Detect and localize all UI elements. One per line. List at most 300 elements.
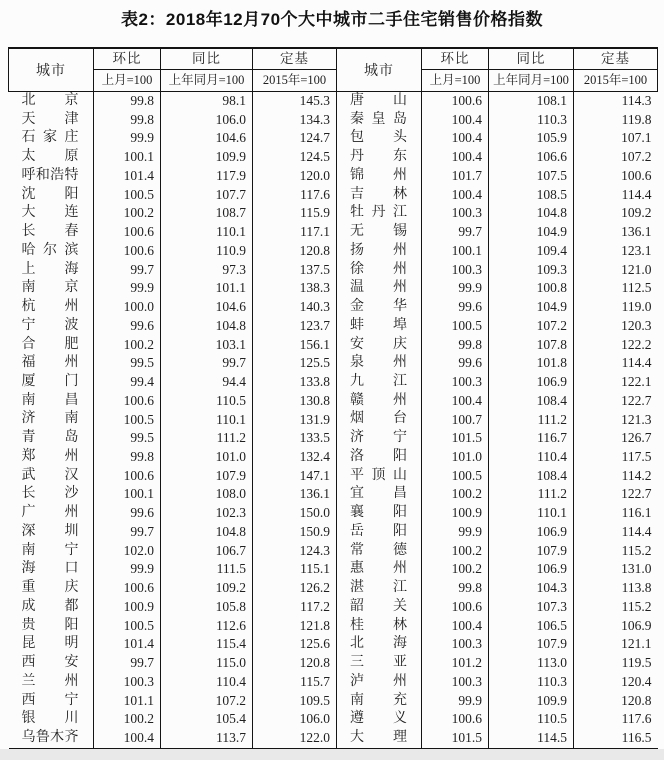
right-yoy-header: 同比 bbox=[489, 48, 574, 70]
right-fixed-base-header: 2015年=100 bbox=[574, 70, 658, 92]
right-fixed-base-index-cell: 122.1 bbox=[621, 374, 652, 390]
table-row bbox=[9, 729, 658, 749]
right-yoy-index-cell: 110.5 bbox=[489, 710, 574, 729]
right-yoy-index-cell: 110.3 bbox=[489, 673, 574, 692]
right-mom-index-cell: 100.4 bbox=[422, 617, 489, 636]
city-name: 韶 关 bbox=[350, 598, 407, 614]
left-yoy-index-cell: 107.9 bbox=[161, 467, 253, 486]
left-city-cell bbox=[9, 467, 94, 486]
table-row bbox=[9, 204, 658, 223]
city-name: 桂 林 bbox=[350, 617, 407, 633]
right-yoy-index-cell: 106.9 bbox=[489, 373, 574, 392]
left-fixed-base-index-cell: 130.8 bbox=[253, 392, 337, 411]
left-fixed-base-header: 2015年=100 bbox=[253, 70, 337, 92]
left-yoy-index-cell: 104.8 bbox=[161, 523, 253, 542]
right-mom-index-cell: 100.4 bbox=[422, 186, 489, 205]
left-city-cell bbox=[9, 354, 94, 373]
right-yoy-index-cell: 110.1 bbox=[489, 504, 574, 523]
city-name: 济 南 bbox=[21, 411, 79, 427]
left-yoy-index-cell: 110.1 bbox=[161, 223, 253, 242]
left-fixed-base-index-cell: 117.6 bbox=[253, 186, 337, 205]
city-name: 厦 门 bbox=[21, 374, 79, 390]
left-mom-index-cell: 100.6 bbox=[94, 392, 161, 411]
right-yoy-index-cell: 104.8 bbox=[489, 204, 574, 223]
right-yoy-index-cell: 110.4 bbox=[489, 448, 574, 467]
city-name: 北 海 bbox=[350, 636, 407, 652]
right-yoy-index-cell: 104.3 bbox=[489, 579, 574, 598]
table-row bbox=[9, 523, 658, 542]
right-yoy-index-cell: 106.5 bbox=[489, 617, 574, 636]
table-row bbox=[9, 392, 658, 411]
table-row bbox=[9, 336, 658, 355]
right-city-cell bbox=[337, 729, 422, 749]
right-yoy-index-cell: 106.9 bbox=[489, 560, 574, 579]
city-name: 南 昌 bbox=[21, 392, 79, 408]
left-yoy-index-cell: 110.4 bbox=[161, 673, 253, 692]
right-fixed-base-index-cell: 120.4 bbox=[621, 673, 652, 689]
right-mom-index-cell: 100.2 bbox=[422, 560, 489, 579]
city-name: 湛 江 bbox=[350, 580, 407, 596]
left-yoy-index-cell: 99.7 bbox=[161, 354, 253, 373]
left-city-cell bbox=[9, 429, 94, 448]
right-yoy-index-cell: 109.3 bbox=[489, 261, 574, 280]
right-fixed-base-index-cell: 116.5 bbox=[621, 729, 652, 745]
left-city-cell bbox=[9, 617, 94, 636]
left-city-cell bbox=[9, 279, 94, 298]
city-name: 徐 州 bbox=[350, 261, 407, 277]
city-name: 北 京 bbox=[21, 93, 79, 108]
city-name: 青 岛 bbox=[21, 430, 79, 446]
left-fixed-base-index-cell: 150.9 bbox=[253, 523, 337, 542]
left-yoy-index-cell: 112.6 bbox=[161, 617, 253, 636]
right-mom-index-cell: 101.5 bbox=[422, 729, 489, 749]
left-mom-index-cell: 100.0 bbox=[94, 298, 161, 317]
left-fixed-base-index-cell: 120.8 bbox=[253, 242, 337, 261]
left-mom-header: 环比 bbox=[94, 48, 161, 70]
right-city-cell bbox=[337, 279, 422, 298]
city-name: 贵 阳 bbox=[21, 617, 79, 633]
left-yoy-base-header: 上年同月=100 bbox=[161, 70, 253, 92]
left-city-cell bbox=[9, 129, 94, 148]
left-fixed-base-index-cell: 147.1 bbox=[253, 467, 337, 486]
right-mom-index-cell: 100.9 bbox=[422, 504, 489, 523]
right-city-cell bbox=[337, 223, 422, 242]
city-name: 福 州 bbox=[21, 355, 79, 371]
left-fixed-base-index-cell: 115.7 bbox=[253, 673, 337, 692]
left-city-cell bbox=[9, 598, 94, 617]
left-fixed-base-index-cell: 136.1 bbox=[253, 485, 337, 504]
left-yoy-index-cell: 103.1 bbox=[161, 336, 253, 355]
city-name: 常 德 bbox=[350, 542, 407, 558]
left-fixed-base-index-cell: 106.0 bbox=[253, 710, 337, 729]
left-fixed-base-index-cell: 115.9 bbox=[253, 204, 337, 223]
left-mom-index-cell: 100.4 bbox=[94, 729, 161, 749]
left-city-cell bbox=[9, 336, 94, 355]
right-city-cell bbox=[337, 317, 422, 336]
left-city-cell bbox=[9, 317, 94, 336]
right-mom-index-cell: 100.3 bbox=[422, 204, 489, 223]
right-mom-base-header: 上月=100 bbox=[422, 70, 489, 92]
right-yoy-index-cell: 107.9 bbox=[489, 542, 574, 561]
table-row bbox=[9, 579, 658, 598]
left-city-cell bbox=[9, 298, 94, 317]
right-yoy-index-cell: 107.8 bbox=[489, 336, 574, 355]
city-name: 太 原 bbox=[21, 149, 79, 165]
left-fixed-base-index-cell: 132.4 bbox=[253, 448, 337, 467]
city-name: 银 川 bbox=[21, 711, 79, 727]
right-yoy-index-cell: 110.3 bbox=[489, 111, 574, 130]
right-mom-index-cell: 100.6 bbox=[422, 598, 489, 617]
left-mom-index-cell: 100.5 bbox=[94, 186, 161, 205]
left-fixed-base-index-cell: 120.8 bbox=[253, 654, 337, 673]
right-fixed-header: 定基 bbox=[574, 48, 658, 70]
left-mom-index-cell: 100.2 bbox=[94, 204, 161, 223]
city-name: 沈 阳 bbox=[21, 186, 79, 202]
right-fixed-base-index-cell: 112.5 bbox=[621, 280, 652, 296]
left-yoy-index-cell: 111.2 bbox=[161, 429, 253, 448]
right-city-cell bbox=[337, 204, 422, 223]
left-city-cell bbox=[9, 635, 94, 654]
table-row bbox=[9, 111, 658, 130]
left-yoy-index-cell: 106.7 bbox=[161, 542, 253, 561]
city-name: 西 宁 bbox=[21, 692, 79, 708]
left-mom-index-cell: 100.6 bbox=[94, 223, 161, 242]
right-yoy-index-cell: 107.9 bbox=[489, 635, 574, 654]
left-yoy-index-cell: 97.3 bbox=[161, 261, 253, 280]
right-mom-index-cell: 101.5 bbox=[422, 429, 489, 448]
left-city-cell bbox=[9, 710, 94, 729]
table-row bbox=[9, 279, 658, 298]
left-city-cell bbox=[9, 111, 94, 130]
left-city-cell bbox=[9, 560, 94, 579]
right-mom-index-cell: 99.8 bbox=[422, 579, 489, 598]
left-mom-index-cell: 100.1 bbox=[94, 485, 161, 504]
left-mom-index-cell: 100.6 bbox=[94, 242, 161, 261]
right-fixed-base-index-cell: 122.7 bbox=[621, 392, 652, 408]
right-fixed-base-index-cell: 120.8 bbox=[621, 692, 652, 708]
city-name: 锦 州 bbox=[350, 167, 407, 183]
left-mom-index-cell: 99.6 bbox=[94, 317, 161, 336]
right-fixed-base-index-cell: 119.8 bbox=[621, 111, 652, 127]
left-mom-index-cell: 100.9 bbox=[94, 598, 161, 617]
right-fixed-base-index-cell: 122.7 bbox=[621, 486, 652, 502]
left-yoy-index-cell: 107.2 bbox=[161, 692, 253, 711]
left-city-cell bbox=[9, 654, 94, 673]
table-row bbox=[9, 186, 658, 205]
table-row bbox=[9, 654, 658, 673]
left-yoy-index-cell: 94.4 bbox=[161, 373, 253, 392]
right-fixed-base-index-cell: 107.1 bbox=[621, 130, 652, 146]
right-fixed-base-index-cell: 106.9 bbox=[621, 617, 652, 633]
left-fixed-base-index-cell: 125.5 bbox=[253, 354, 337, 373]
left-city-cell bbox=[9, 186, 94, 205]
city-name: 成 都 bbox=[21, 598, 79, 614]
city-name: 南 宁 bbox=[21, 542, 79, 558]
left-city-cell bbox=[9, 167, 94, 186]
city-name: 秦 皇 岛 bbox=[350, 111, 407, 127]
left-fixed-base-index-cell: 133.5 bbox=[253, 429, 337, 448]
table-row bbox=[9, 148, 658, 167]
city-name: 蚌 埠 bbox=[350, 317, 407, 333]
right-mom-index-cell: 100.1 bbox=[422, 242, 489, 261]
left-mom-index-cell: 99.8 bbox=[94, 448, 161, 467]
right-yoy-index-cell: 107.3 bbox=[489, 598, 574, 617]
table-row bbox=[9, 317, 658, 336]
left-city-cell bbox=[9, 485, 94, 504]
right-mom-index-cell: 99.9 bbox=[422, 279, 489, 298]
left-yoy-index-cell: 115.4 bbox=[161, 635, 253, 654]
right-mom-index-cell: 100.7 bbox=[422, 410, 489, 429]
city-name: 安 庆 bbox=[350, 336, 407, 352]
right-fixed-base-index-cell: 114.4 bbox=[621, 186, 652, 202]
right-mom-index-cell: 100.6 bbox=[422, 710, 489, 729]
left-mom-index-cell: 99.4 bbox=[94, 373, 161, 392]
left-mom-index-cell: 100.3 bbox=[94, 673, 161, 692]
city-name: 包 头 bbox=[350, 130, 407, 146]
table-row bbox=[9, 354, 658, 373]
right-yoy-index-cell: 108.4 bbox=[489, 467, 574, 486]
table-row bbox=[9, 635, 658, 654]
right-city-cell bbox=[337, 336, 422, 355]
right-yoy-index-cell: 107.5 bbox=[489, 167, 574, 186]
header-row-groups bbox=[9, 48, 658, 70]
city-name: 杭 州 bbox=[21, 299, 79, 315]
left-mom-index-cell: 102.0 bbox=[94, 542, 161, 561]
left-mom-index-cell: 100.5 bbox=[94, 617, 161, 636]
left-fixed-base-index-cell: 156.1 bbox=[253, 336, 337, 355]
right-mom-index-cell: 100.3 bbox=[422, 373, 489, 392]
left-yoy-index-cell: 108.7 bbox=[161, 204, 253, 223]
left-yoy-index-cell: 108.0 bbox=[161, 485, 253, 504]
right-city-cell bbox=[337, 410, 422, 429]
right-city-header: 城市 bbox=[337, 48, 422, 92]
left-mom-index-cell: 99.9 bbox=[94, 560, 161, 579]
left-mom-index-cell: 99.6 bbox=[94, 504, 161, 523]
left-yoy-index-cell: 98.1 bbox=[161, 92, 253, 111]
right-fixed-base-index-cell: 122.2 bbox=[621, 336, 652, 352]
table-row bbox=[9, 298, 658, 317]
left-city-cell bbox=[9, 692, 94, 711]
right-fixed-base-index-cell: 113.8 bbox=[621, 580, 652, 596]
right-fixed-base-index-cell: 117.5 bbox=[621, 448, 652, 464]
left-fixed-base-index-cell: 120.0 bbox=[253, 167, 337, 186]
city-name: 无 锡 bbox=[350, 224, 407, 240]
left-fixed-base-index-cell: 126.2 bbox=[253, 579, 337, 598]
right-fixed-base-index-cell: 126.7 bbox=[621, 430, 652, 446]
left-mom-index-cell: 99.7 bbox=[94, 654, 161, 673]
right-yoy-index-cell: 106.9 bbox=[489, 523, 574, 542]
table-row bbox=[9, 410, 658, 429]
left-fixed-base-index-cell: 133.8 bbox=[253, 373, 337, 392]
left-yoy-index-cell: 111.5 bbox=[161, 560, 253, 579]
right-city-cell bbox=[337, 373, 422, 392]
table-row bbox=[9, 542, 658, 561]
left-mom-index-cell: 101.1 bbox=[94, 692, 161, 711]
right-fixed-base-index-cell: 136.1 bbox=[621, 224, 652, 240]
right-mom-index-cell: 100.2 bbox=[422, 542, 489, 561]
left-fixed-base-index-cell: 117.2 bbox=[253, 598, 337, 617]
city-name: 哈 尔 滨 bbox=[21, 242, 79, 258]
right-mom-index-cell: 99.6 bbox=[422, 354, 489, 373]
table-row bbox=[9, 560, 658, 579]
right-fixed-base-index-cell: 119.5 bbox=[621, 655, 652, 671]
table-row bbox=[9, 373, 658, 392]
right-mom-index-cell: 100.4 bbox=[422, 129, 489, 148]
right-fixed-base-index-cell: 120.3 bbox=[621, 317, 652, 333]
city-name: 丹 东 bbox=[350, 149, 407, 165]
left-city-cell bbox=[9, 542, 94, 561]
left-fixed-base-index-cell: 123.7 bbox=[253, 317, 337, 336]
left-city-cell bbox=[9, 92, 94, 111]
table-row bbox=[9, 429, 658, 448]
right-city-cell bbox=[337, 635, 422, 654]
city-name: 广 州 bbox=[21, 505, 79, 521]
left-mom-index-cell: 99.8 bbox=[94, 92, 161, 111]
city-name: 赣 州 bbox=[350, 392, 407, 408]
right-city-cell bbox=[337, 485, 422, 504]
left-fixed-base-index-cell: 131.9 bbox=[253, 410, 337, 429]
right-city-cell bbox=[337, 504, 422, 523]
right-mom-index-cell: 99.7 bbox=[422, 223, 489, 242]
right-city-cell bbox=[337, 523, 422, 542]
city-name: 平 顶 山 bbox=[350, 467, 407, 483]
page-bottom-strip bbox=[0, 749, 664, 760]
left-city-cell bbox=[9, 392, 94, 411]
right-city-cell bbox=[337, 448, 422, 467]
left-fixed-base-index-cell: 145.3 bbox=[253, 92, 337, 111]
table-row bbox=[9, 223, 658, 242]
left-yoy-index-cell: 110.9 bbox=[161, 242, 253, 261]
city-name: 天 津 bbox=[21, 111, 79, 127]
right-yoy-base-header: 上年同月=100 bbox=[489, 70, 574, 92]
left-yoy-index-cell: 101.0 bbox=[161, 448, 253, 467]
city-name: 大 理 bbox=[350, 729, 407, 745]
left-yoy-header: 同比 bbox=[161, 48, 253, 70]
left-fixed-base-index-cell: 138.3 bbox=[253, 279, 337, 298]
right-fixed-base-index-cell: 119.0 bbox=[621, 299, 652, 315]
left-yoy-index-cell: 104.6 bbox=[161, 298, 253, 317]
right-city-cell bbox=[337, 467, 422, 486]
left-yoy-index-cell: 110.5 bbox=[161, 392, 253, 411]
city-name: 泉 州 bbox=[350, 355, 407, 371]
right-yoy-index-cell: 107.2 bbox=[489, 317, 574, 336]
right-yoy-index-cell: 104.9 bbox=[489, 298, 574, 317]
right-fixed-base-index-cell: 123.1 bbox=[621, 242, 652, 258]
right-fixed-base-index-cell: 114.3 bbox=[621, 93, 652, 109]
right-yoy-index-cell: 108.4 bbox=[489, 392, 574, 411]
right-fixed-base-index-cell: 121.1 bbox=[621, 636, 652, 652]
table-row bbox=[9, 448, 658, 467]
right-mom-index-cell: 100.2 bbox=[422, 485, 489, 504]
left-city-cell bbox=[9, 204, 94, 223]
left-mom-index-cell: 100.1 bbox=[94, 148, 161, 167]
city-name: 吉 林 bbox=[350, 186, 407, 202]
city-name: 呼 和 浩 特 bbox=[21, 167, 79, 183]
right-fixed-base-index-cell: 114.2 bbox=[621, 467, 652, 483]
city-name: 唐 山 bbox=[350, 93, 407, 108]
left-city-cell bbox=[9, 373, 94, 392]
city-name: 扬 州 bbox=[350, 242, 407, 258]
right-city-cell bbox=[337, 673, 422, 692]
city-name: 南 京 bbox=[21, 280, 79, 296]
right-yoy-index-cell: 111.2 bbox=[489, 410, 574, 429]
left-city-cell bbox=[9, 261, 94, 280]
left-yoy-index-cell: 104.8 bbox=[161, 317, 253, 336]
left-city-cell bbox=[9, 223, 94, 242]
left-city-cell bbox=[9, 504, 94, 523]
right-mom-index-cell: 100.4 bbox=[422, 392, 489, 411]
city-name: 郑 州 bbox=[21, 448, 79, 464]
city-name: 上 海 bbox=[21, 261, 79, 277]
right-mom-index-cell: 100.5 bbox=[422, 317, 489, 336]
city-name: 襄 阳 bbox=[350, 505, 407, 521]
left-city-header: 城市 bbox=[9, 48, 94, 92]
city-name: 宁 波 bbox=[21, 317, 79, 333]
right-mom-index-cell: 99.8 bbox=[422, 336, 489, 355]
left-city-cell bbox=[9, 148, 94, 167]
right-yoy-index-cell: 100.8 bbox=[489, 279, 574, 298]
city-name: 惠 州 bbox=[350, 561, 407, 577]
right-city-cell bbox=[337, 111, 422, 130]
right-yoy-index-cell: 104.9 bbox=[489, 223, 574, 242]
table-row bbox=[9, 504, 658, 523]
city-name: 合 肥 bbox=[21, 336, 79, 352]
left-mom-index-cell: 100.5 bbox=[94, 410, 161, 429]
right-fixed-base-index-cell: 100.6 bbox=[621, 167, 652, 183]
table-row bbox=[9, 617, 658, 636]
left-fixed-base-index-cell: 121.8 bbox=[253, 617, 337, 636]
right-yoy-index-cell: 106.6 bbox=[489, 148, 574, 167]
right-fixed-base-index-cell: 116.1 bbox=[621, 505, 652, 521]
city-name: 大 连 bbox=[21, 205, 79, 221]
left-fixed-base-index-cell: 117.1 bbox=[253, 223, 337, 242]
city-name: 长 沙 bbox=[21, 486, 79, 502]
right-city-cell bbox=[337, 129, 422, 148]
table-row bbox=[9, 485, 658, 504]
city-name: 牡 丹 江 bbox=[350, 205, 407, 221]
city-name: 九 江 bbox=[350, 374, 407, 390]
right-mom-index-cell: 100.3 bbox=[422, 673, 489, 692]
city-name: 南 充 bbox=[350, 692, 407, 708]
left-mom-index-cell: 99.7 bbox=[94, 523, 161, 542]
right-mom-index-cell: 101.2 bbox=[422, 654, 489, 673]
right-fixed-base-index-cell: 117.6 bbox=[621, 711, 652, 727]
left-mom-index-cell: 99.9 bbox=[94, 129, 161, 148]
right-city-cell bbox=[337, 598, 422, 617]
left-city-cell bbox=[9, 523, 94, 542]
left-fixed-base-index-cell: 134.3 bbox=[253, 111, 337, 130]
left-mom-index-cell: 100.6 bbox=[94, 467, 161, 486]
table-row bbox=[9, 467, 658, 486]
left-fixed-base-index-cell: 150.0 bbox=[253, 504, 337, 523]
city-name: 三 亚 bbox=[350, 655, 407, 671]
left-mom-base-header: 上月=100 bbox=[94, 70, 161, 92]
city-name: 岳 阳 bbox=[350, 523, 407, 539]
city-name: 洛 阳 bbox=[350, 448, 407, 464]
table-row bbox=[9, 92, 658, 111]
right-city-cell bbox=[337, 654, 422, 673]
right-fixed-base-index-cell: 114.4 bbox=[621, 523, 652, 539]
left-city-cell bbox=[9, 242, 94, 261]
left-yoy-index-cell: 109.2 bbox=[161, 579, 253, 598]
left-city-cell bbox=[9, 448, 94, 467]
city-name: 长 春 bbox=[21, 224, 79, 240]
right-yoy-index-cell: 114.5 bbox=[489, 729, 574, 749]
table-title: 表2：2018年12月70个大中城市二手住宅销售价格指数 bbox=[120, 10, 544, 29]
right-city-cell bbox=[337, 186, 422, 205]
right-yoy-index-cell: 113.0 bbox=[489, 654, 574, 673]
right-fixed-base-index-cell: 109.2 bbox=[621, 205, 652, 221]
